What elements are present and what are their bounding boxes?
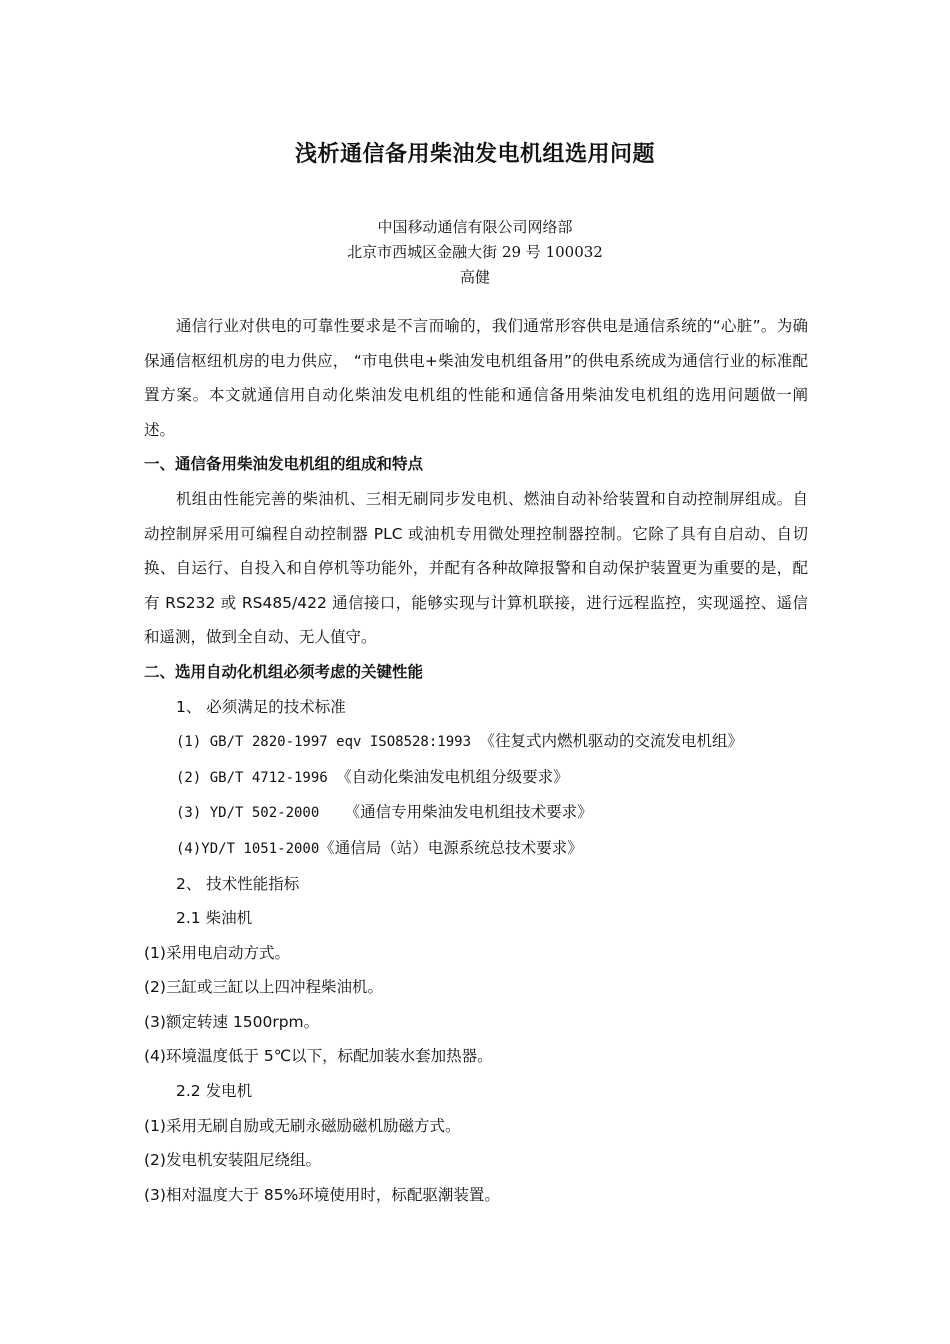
standard-code: (4)YD/T 1051-2000 — [176, 840, 320, 857]
document-title: 浅析通信备用柴油发电机组选用问题 — [294, 142, 655, 167]
standard-item — [144, 760, 808, 796]
standard-item — [144, 831, 808, 867]
intro-paragraph: 通信行业对供电的可靠性要求是不言而喻的，我们通常形容供电是通信系统的“心脏”。为确保通信枢纽机房的电力供应， “市电供电+柴油发电机组备用”的供电系统成为通信行业的标准配置方案。本文就通信用自动化柴油发电机组的性能和通信备用柴油发电机组的选用问题做一阐述。 — [144, 317, 808, 439]
standard-code: (1) GB/T 2820-1997 eqv ISO8528:1993 — [176, 734, 480, 751]
engine-list-item: (3)额定转速 1500rpm。 — [144, 1012, 320, 1031]
subsection-performance-heading: 2、 技术性能指标 — [176, 874, 300, 893]
standard-title: 《通信专用柴油发电机组技术要求》 — [344, 803, 593, 822]
section-1-paragraph: 机组由性能完善的柴油机、三相无刷同步发电机、燃油自动补给装置和自动控制屏组成。自动控制屏采用可编程自动控制器 PLC 或油机专用微处理控制器控制。它除了具有自启动、自切换、自运行、自投入和自停机等功能外，并配有各种故障报警和自动保护装置更为重要的是，配有 RS232 或 RS485/422 通信接口，能够实现与计算机联接，进行远程监控，实现遥控、遥信和遥测，做到全自动、无人值守。 — [144, 489, 808, 647]
generator-list-item: (3)相对温度大于 85%环境使用时，标配驱潮装置。 — [144, 1185, 500, 1204]
standard-title: 《通信局（站）电源系统总技术要求》 — [319, 838, 583, 857]
standard-item — [144, 795, 808, 831]
document-body — [144, 309, 808, 1212]
standard-code: (3) YD/T 502-2000 — [176, 805, 345, 822]
generator-list-item: (2)发电机安装阻尼绕组。 — [144, 1151, 321, 1170]
engine-list-item: (1)采用电启动方式。 — [144, 943, 290, 962]
author-address: 北京市西城区金融大街 29 号 100032 — [347, 243, 603, 261]
standard-title: 《自动化柴油发电机组分级要求》 — [336, 767, 569, 786]
standard-title: 《往复式内燃机驱动的交流发电机组》 — [479, 732, 743, 751]
engine-list-item: (4)环境温度低于 5℃以下，标配加装水套加热器。 — [144, 1047, 493, 1066]
generator-list-item: (1)采用无刷自励或无刷永磁励磁机励磁方式。 — [144, 1116, 461, 1135]
section-1-heading: 一、通信备用柴油发电机组的组成和特点 — [144, 455, 424, 474]
author-name: 高健 — [459, 268, 490, 286]
author-organization: 中国移动通信有限公司网络部 — [377, 218, 573, 236]
engine-list-item: (2)三缸或三缸以上四冲程柴油机。 — [144, 978, 383, 997]
standard-item — [144, 724, 808, 760]
section-2-heading: 二、选用自动化机组必须考虑的关键性能 — [144, 662, 424, 681]
standard-code: (2) GB/T 4712-1996 — [176, 769, 337, 786]
subsection-diesel-engine-heading: 2.1 柴油机 — [176, 909, 253, 928]
subsection-standards-heading: 1、 必须满足的技术标准 — [176, 697, 346, 716]
subsection-generator-heading: 2.2 发电机 — [176, 1082, 253, 1101]
